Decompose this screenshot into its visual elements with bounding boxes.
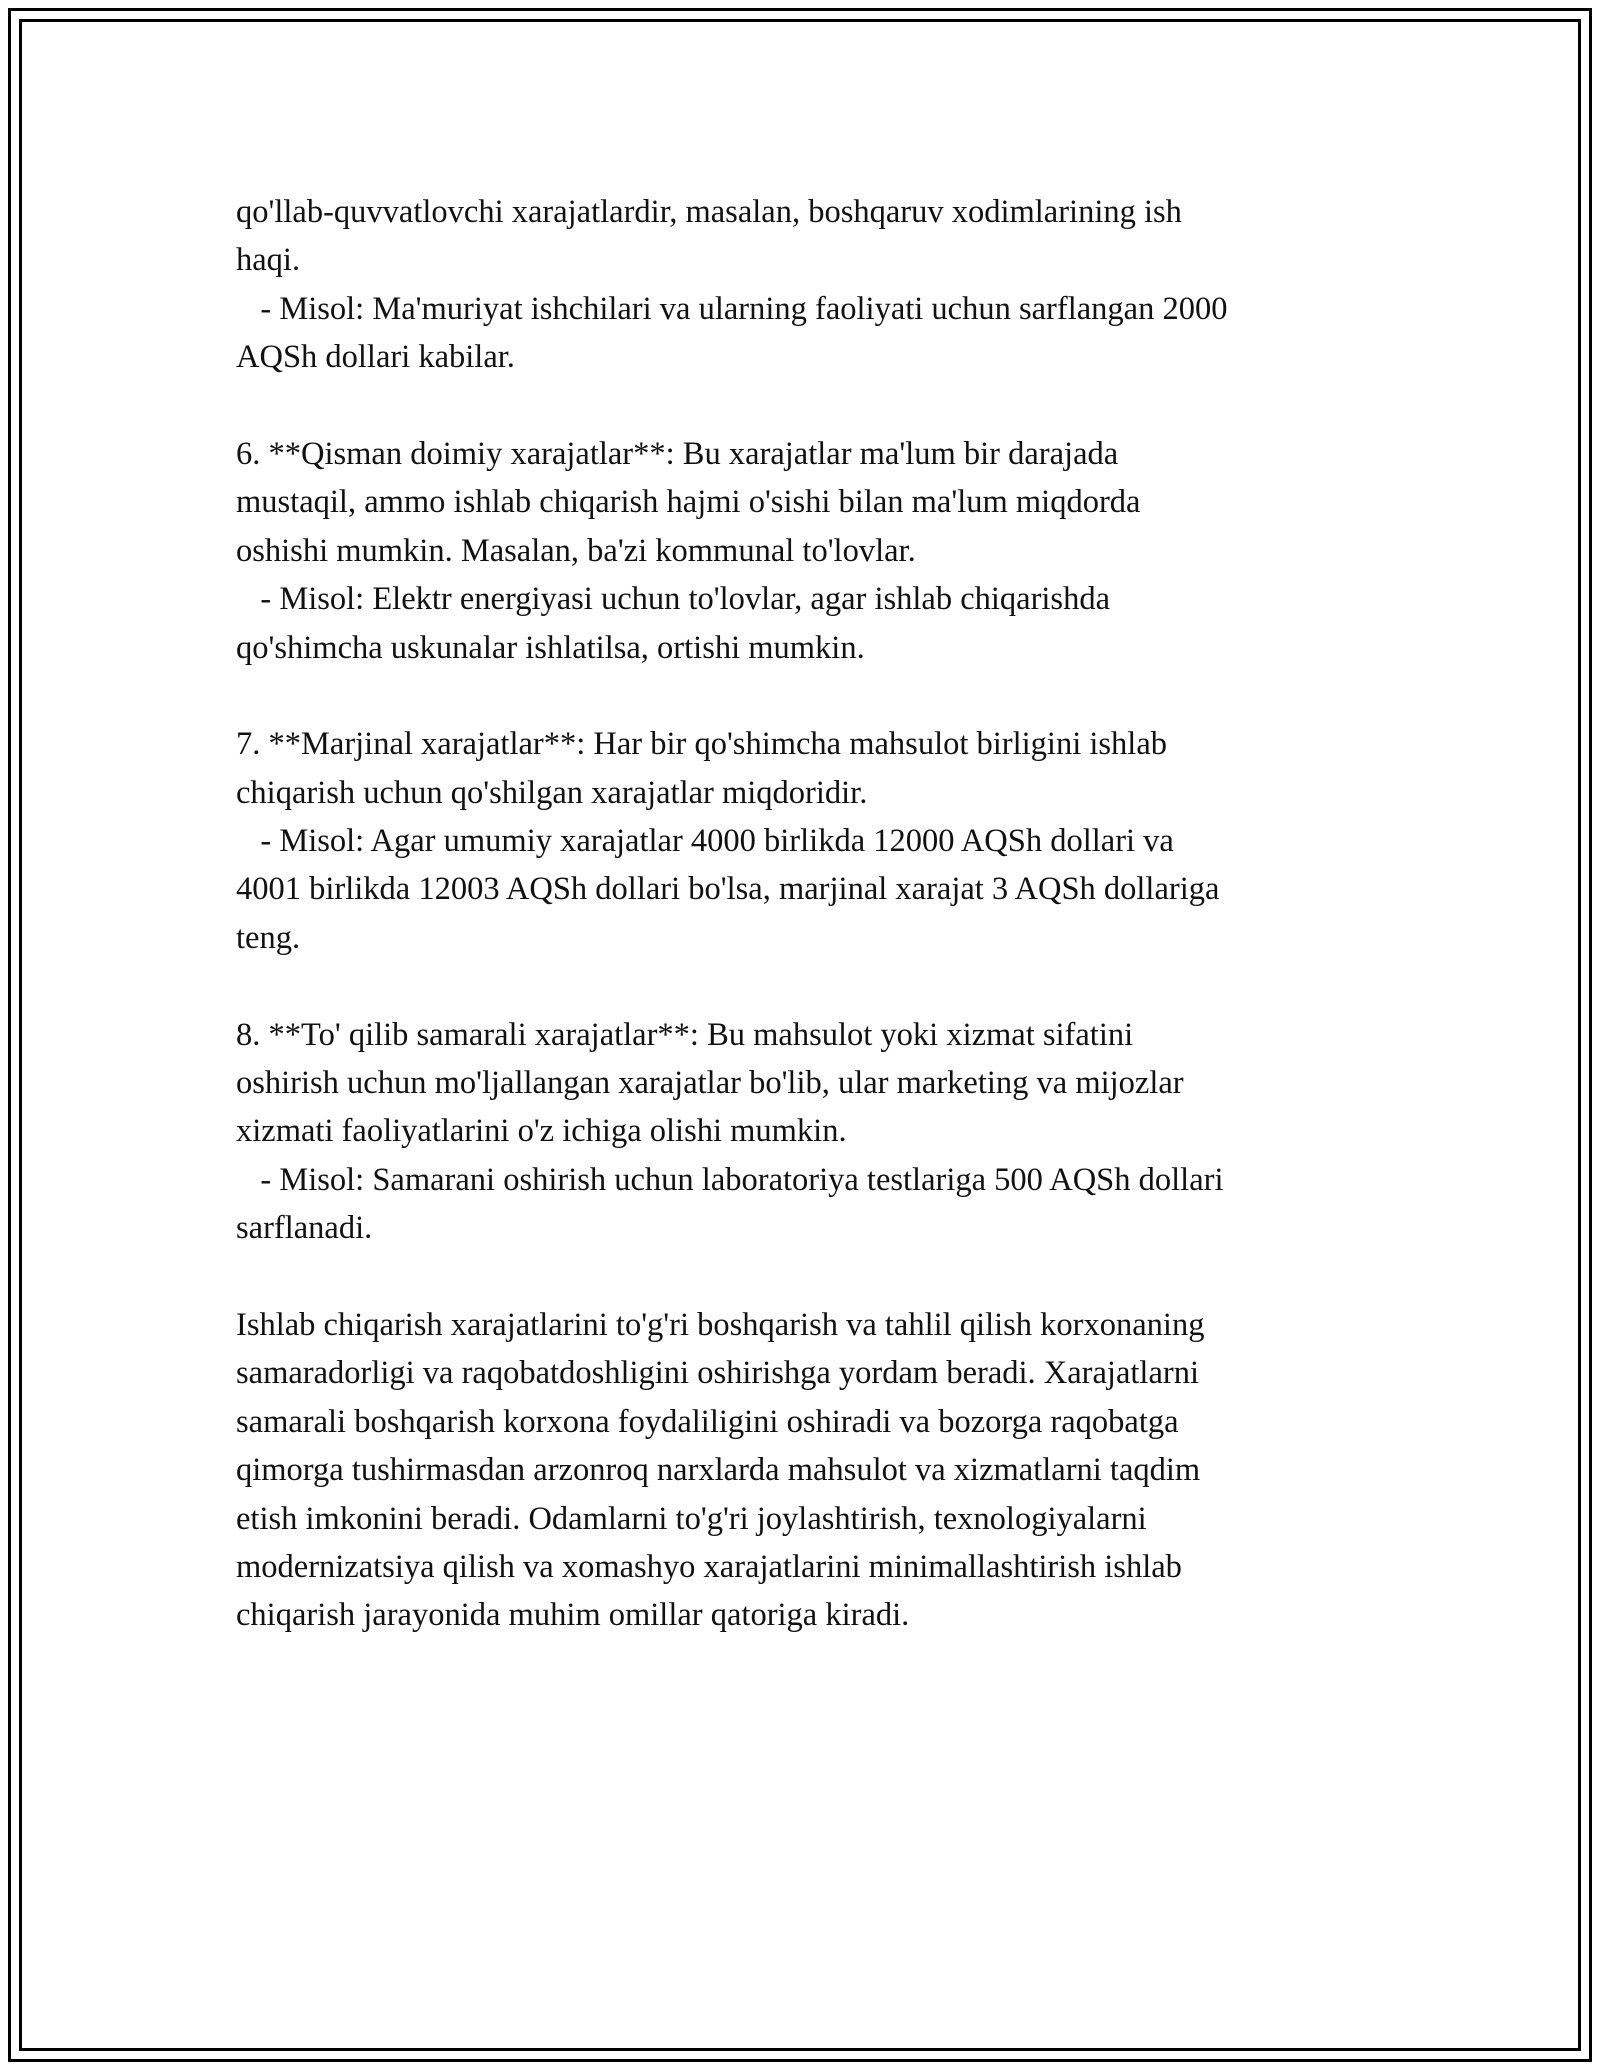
text-line: Ishlab chiqarish xarajatlarini to'g'ri boshqarish va tahlil qilish korxonaning	[236, 1306, 1205, 1343]
paragraph-marginal-costs	[236, 720, 1386, 962]
text-line: 7. **Marjinal xarajatlar**: Har bir qo'shimcha mahsulot birligini ishlab	[236, 726, 1167, 763]
text-line: - Misol: Agar umumiy xarajatlar 4000 birlikda 12000 AQSh dollari va	[236, 823, 1174, 860]
text-line: 4001 birlikda 12003 AQSh dollari bo'lsa, marjinal xarajat 3 AQSh dollariga	[236, 871, 1220, 908]
text-line: sarflanadi.	[236, 1210, 373, 1247]
paragraph-conclusion	[236, 1301, 1386, 1640]
paragraph-semi-fixed-costs	[236, 430, 1386, 672]
text-line: qo'shimcha uskunalar ishlatilsa, ortishi mumkin.	[236, 629, 865, 666]
paragraph-quality-costs	[236, 1011, 1386, 1253]
text-line: mustaqil, ammo ishlab chiqarish hajmi o'sishi bilan ma'lum miqdorda	[236, 484, 1141, 521]
text-line: qimorga tushirmasdan arzonroq narxlarda mahsulot va xizmatlarni taqdim	[236, 1452, 1201, 1489]
text-line: samaradorligi va raqobatdoshligini oshirishga yordam beradi. Xarajatlarni	[236, 1355, 1199, 1392]
text-line: teng.	[236, 919, 301, 956]
paragraph-spacer	[236, 962, 1386, 1010]
text-line: etish imkonini beradi. Odamlarni to'g'ri joylashtirish, texnologiyalarni	[236, 1500, 1147, 1537]
paragraph-spacer	[236, 382, 1386, 430]
document-body	[236, 188, 1386, 1640]
paragraph-spacer	[236, 1253, 1386, 1301]
text-line: - Misol: Elektr energiyasi uchun to'lovlar, agar ishlab chiqarishda	[236, 581, 1111, 618]
paragraph-spacer	[236, 672, 1386, 720]
text-line: oshishi mumkin. Masalan, ba'zi kommunal to'lovlar.	[236, 532, 916, 569]
text-line: - Misol: Samarani oshirish uchun laboratoriya testlariga 500 AQSh dollari	[236, 1161, 1224, 1198]
text-line: haqi.	[236, 242, 301, 279]
text-line: qo'llab-quvvatlovchi xarajatlardir, masalan, boshqaruv xodimlarining ish	[236, 194, 1182, 230]
text-line: 6. **Qisman doimiy xarajatlar**: Bu xarajatlar ma'lum bir darajada	[236, 435, 1119, 472]
text-line: chiqarish uchun qo'shilgan xarajatlar miqdoridir.	[236, 774, 868, 811]
text-line: modernizatsiya qilish va xomashyo xarajatlarini minimallashtirish ishlab	[236, 1548, 1182, 1585]
text-line: 8. **To' qilib samarali xarajatlar**: Bu mahsulot yoki xizmat sifatini	[236, 1016, 1134, 1053]
text-line: oshirish uchun mo'ljallangan xarajatlar bo'lib, ular marketing va mijozlar	[236, 1065, 1184, 1102]
text-line: xizmati faoliyatlarini o'z ichiga olishi mumkin.	[236, 1113, 847, 1150]
paragraph-admin-costs	[236, 188, 1386, 382]
text-line: samarali boshqarish korxona foydaliligini oshiradi va bozorga raqobatga	[236, 1403, 1179, 1440]
text-line: AQSh dollari kabilar.	[236, 339, 515, 376]
text-line: chiqarish jarayonida muhim omillar qatoriga kiradi.	[236, 1597, 910, 1634]
text-line: - Misol: Ma'muriyat ishchilari va ularning faoliyati uchun sarflangan 2000	[236, 290, 1228, 327]
